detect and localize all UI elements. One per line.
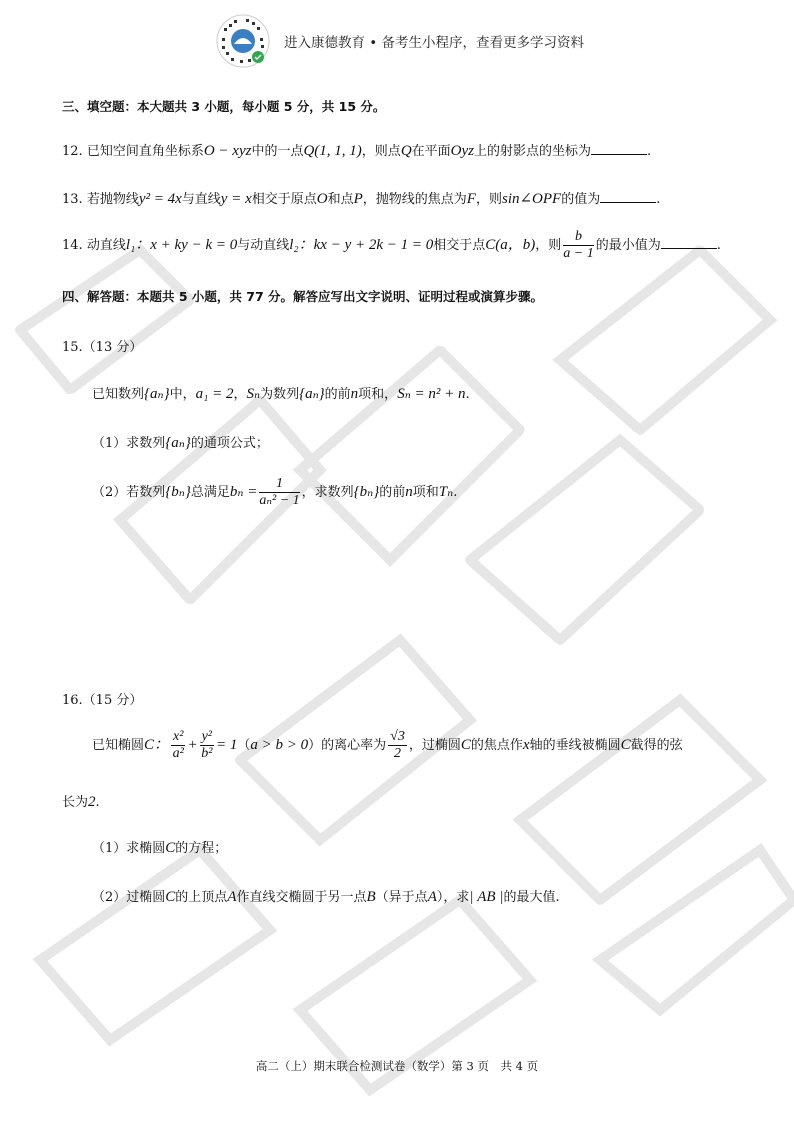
q16-text: 轴的垂线被椭圆 xyxy=(529,738,621,753)
q16-p2-math: B xyxy=(366,889,376,905)
q16-math: a > b > 0 xyxy=(250,737,309,753)
q14-end: . xyxy=(716,238,721,253)
q16-p2-math: C xyxy=(165,889,176,905)
question-15-stem xyxy=(92,387,470,402)
fraction-numerator: x² xyxy=(173,729,184,744)
q14-text-2: 与动直线 xyxy=(237,238,290,253)
q15-p1-text: 的通项公式； xyxy=(190,436,269,451)
q13-text-5: ，抛物线的焦点为 xyxy=(362,192,467,207)
q14-text-3: 相交于点 xyxy=(433,238,486,253)
q16-p1-math: C xyxy=(165,840,176,856)
q16-p2-text: 的最大值. xyxy=(503,890,560,905)
q14-math-1: l₁：x + ky − k = 0 xyxy=(125,237,238,253)
q16-text: 已知椭圆 xyxy=(92,738,145,753)
q16-p2-text: 的上顶点 xyxy=(175,890,228,905)
q16-text: ）的离心率为 xyxy=(308,738,387,753)
q16-p1-text: 的方程； xyxy=(175,841,228,856)
q16-text: . xyxy=(95,795,100,810)
q15-math: Sₙ = n² + n xyxy=(397,386,466,402)
q16-p2-math: | AB | xyxy=(469,889,504,905)
q14-text-5: 的最小值为 xyxy=(595,238,661,253)
question-number: 12. xyxy=(62,144,83,159)
q15-text: ， xyxy=(233,387,247,402)
q14-math-3: C(a，b) xyxy=(485,237,536,253)
q15-text: 中， xyxy=(169,387,196,402)
q12-math-2: Q(1, 1, 1) xyxy=(303,143,362,159)
q15-p2-text: 总满足 xyxy=(190,485,230,500)
q16-p2-text: 作直线交椭圆于另一点 xyxy=(236,890,367,905)
question-16-part-1 xyxy=(92,841,227,856)
q15-math: n xyxy=(350,386,359,402)
q15-p2-text: . xyxy=(453,485,458,500)
q13-math-4: P xyxy=(353,191,363,207)
q16-math: x xyxy=(522,737,530,753)
fraction-denominator: 2 xyxy=(394,746,401,761)
q16-math: C xyxy=(460,737,471,753)
q15-p2-text: （2）若数列 xyxy=(92,485,166,500)
q15-p2-math: bₙ = xyxy=(229,484,258,500)
q15-text: 为数列 xyxy=(260,387,300,402)
q13-math-2: y = x xyxy=(220,191,252,207)
q15-text: 项和， xyxy=(358,387,398,402)
q16-p1-text: （1）求椭圆 xyxy=(92,841,166,856)
q13-text-7: 的值为 xyxy=(561,192,601,207)
q16-p2-text: ），求 xyxy=(436,890,470,905)
q16-math: C xyxy=(620,737,631,753)
q15-p1-math: {aₙ} xyxy=(165,435,191,451)
q16-text: （ xyxy=(237,738,251,753)
q13-math-1: y² = 4x xyxy=(138,191,182,207)
q15-math: Sₙ xyxy=(246,386,261,402)
q16-math: = 1 xyxy=(216,737,238,753)
fraction-denominator: a² xyxy=(172,746,184,761)
q12-text-2: 中的一点 xyxy=(251,144,304,159)
q16-p2-text: （异于点 xyxy=(375,890,428,905)
fraction-numerator: b xyxy=(563,230,593,246)
q15-fraction xyxy=(259,477,299,508)
q15-p2-math: n xyxy=(405,484,413,500)
q12-math-4: Oyz xyxy=(450,143,474,159)
q16-fraction-x xyxy=(171,730,185,761)
page-header xyxy=(216,14,584,68)
q14-text-4: ，则 xyxy=(535,238,562,253)
fraction-denominator: b² xyxy=(201,746,213,761)
q12-math-1: O − xyz xyxy=(203,143,252,159)
q14-math-2: l₂：kx − y + 2k − 1 = 0 xyxy=(289,237,434,253)
q15-p2-math: Tₙ xyxy=(438,484,454,500)
q15-p2-text: 项和 xyxy=(412,485,439,500)
q16-fraction-eccentricity xyxy=(388,730,407,761)
q13-math-6: sin∠OPF xyxy=(501,191,562,207)
q15-text: 的前 xyxy=(324,387,351,402)
header-text: 进入康德教育 • 备考生小程序，查看更多学习资料 xyxy=(284,35,585,51)
fraction-denominator: aₙ² − 1 xyxy=(259,493,300,508)
q15-text: 已知数列 xyxy=(92,387,145,402)
question-14 xyxy=(62,230,721,261)
question-16-stem xyxy=(92,730,683,761)
question-12 xyxy=(62,142,651,159)
fraction-numerator: √3 xyxy=(390,729,405,744)
q16-text: ，过椭圆 xyxy=(408,738,461,753)
question-number: 13. xyxy=(62,192,83,207)
section-4-title: 四、解答题：本题共 5 小题，共 77 分。解答应写出文字说明、证明过程或演算步骤。 xyxy=(62,289,544,304)
q16-math: C： xyxy=(144,737,170,753)
q16-math: 2 xyxy=(88,794,96,810)
question-15-part-2 xyxy=(92,477,457,508)
answer-blank[interactable] xyxy=(661,236,717,249)
question-13 xyxy=(62,190,660,207)
q15-math: a₁ = 2 xyxy=(195,386,234,402)
page-footer: 高二（上）期末联合检测试卷（数学）第 3 页 共 4 页 xyxy=(255,1059,539,1073)
q12-text-5: 上的射影点的坐标为 xyxy=(474,144,592,159)
question-16-stem-continued xyxy=(62,795,100,810)
q14-fraction xyxy=(563,230,593,261)
fraction-numerator: 1 xyxy=(259,477,299,493)
section-3-title: 三、填空题：本大题共 3 小题，每小题 5 分，共 15 分。 xyxy=(62,99,386,114)
q12-text-3: ，则点 xyxy=(361,144,401,159)
q15-text: . xyxy=(465,387,470,402)
question-15-header: 15.（13 分） xyxy=(62,340,143,355)
question-16-part-2 xyxy=(92,890,560,905)
q13-text-2: 与直线 xyxy=(181,192,221,207)
q12-end: . xyxy=(647,144,652,159)
q15-p2-text: ，求数列 xyxy=(301,485,354,500)
q13-text-3: 相交于原点 xyxy=(251,192,317,207)
q13-end: . xyxy=(656,192,661,207)
answer-blank[interactable] xyxy=(591,142,647,155)
q13-text-6: ，则 xyxy=(475,192,502,207)
q15-p2-math: {bₙ} xyxy=(165,484,191,500)
q12-math-3: Q xyxy=(400,143,412,159)
fraction-denominator: a − 1 xyxy=(563,246,594,261)
q13-math-5: F xyxy=(466,191,476,207)
q13-text-1: 若抛物线 xyxy=(86,192,139,207)
fraction-numerator: y² xyxy=(201,729,212,744)
answer-blank[interactable] xyxy=(600,190,656,203)
question-15-part-1 xyxy=(92,436,269,451)
q15-math: {aₙ} xyxy=(144,386,170,402)
q14-text-1: 动直线 xyxy=(86,238,126,253)
q16-p2-math: A xyxy=(227,889,237,905)
q16-math: + xyxy=(187,737,198,753)
q15-p2-text: 的前 xyxy=(379,485,406,500)
q15-math: {aₙ} xyxy=(299,386,325,402)
mini-program-qr-icon[interactable] xyxy=(216,14,270,68)
q15-p2-math: {bₙ} xyxy=(353,484,380,500)
q16-text: 长为 xyxy=(62,795,89,810)
q12-text-1: 已知空间直角坐标系 xyxy=(86,144,204,159)
q16-text: 截得的弦 xyxy=(630,738,683,753)
question-number: 14. xyxy=(62,238,83,253)
question-16-header: 16.（15 分） xyxy=(62,693,143,708)
q15-p1-text: （1）求数列 xyxy=(92,436,166,451)
q16-p2-math: A xyxy=(427,889,437,905)
q16-fraction-y xyxy=(200,730,214,761)
q13-math-3: O xyxy=(316,191,328,207)
q16-p2-text: （2）过椭圆 xyxy=(92,890,166,905)
q16-text: 的焦点作 xyxy=(470,738,523,753)
q13-text-4: 和点 xyxy=(327,192,354,207)
q12-text-4: 在平面 xyxy=(411,144,451,159)
